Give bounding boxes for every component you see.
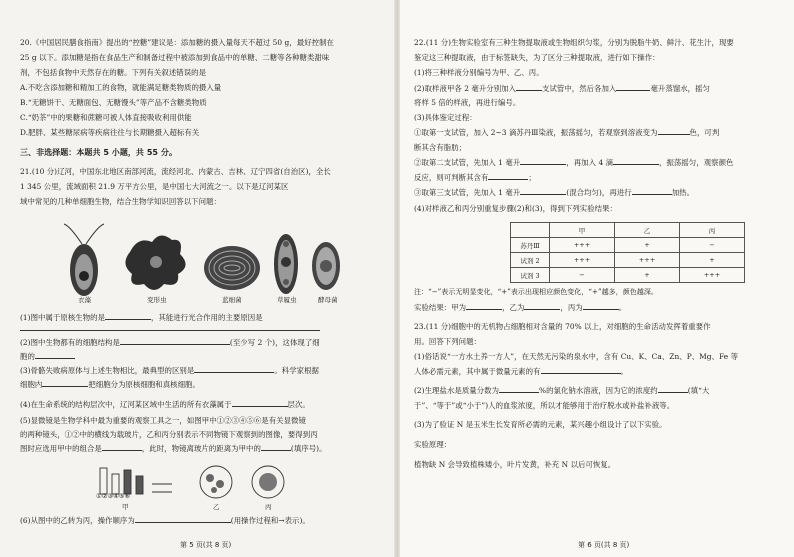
q21-p4-text: (4)在生命系统的结构层次中，辽河某区域中生活的所有衣藻属于	[20, 400, 232, 409]
paramecium-illustration	[274, 234, 298, 294]
chlamydomonas-illustration	[64, 224, 104, 296]
table-cell: 试剂 2	[511, 253, 550, 268]
q20-line-3: 剂，不包括食物中天然存在的糖。下列有关叙述错误的是	[20, 68, 207, 77]
q22-step-1	[414, 128, 719, 137]
label-paramecium: 草履虫	[277, 296, 297, 304]
answer-blank[interactable]	[102, 450, 142, 451]
fig-label-bing: 丙	[265, 503, 272, 511]
q22-step-1c: 断其含有脂肪；	[414, 143, 467, 152]
answer-blank[interactable]	[42, 386, 88, 387]
answer-blank[interactable]	[616, 90, 650, 91]
q22-p2-text-c: 毫升蒸馏水，摇匀	[650, 84, 710, 93]
q22-s2-text-e: ；	[528, 173, 536, 182]
objective-lenses	[100, 468, 172, 494]
q22-p2-text: (2)取样液甲各 2 毫升分别加入	[414, 84, 517, 93]
answer-blank[interactable]	[516, 90, 542, 91]
q22-conc-b: ，乙为	[502, 303, 525, 312]
answer-blank[interactable]	[135, 522, 231, 523]
label-amoeba: 变形虫	[147, 296, 167, 304]
q23-p1-text-c: 。	[620, 367, 628, 376]
q21-p2-text: (2)图中生物都有的细胞结构是	[20, 338, 120, 347]
q23-part-3a: (3)为了验证 N 是玉米生长发育所必需的元素，某兴趣小组设计了以下实验。	[414, 420, 667, 429]
q22-s3-text: ③取第三支试管，先加入 1 毫升	[414, 188, 521, 197]
q23-p2-text-b: %的氯化钠水溶液，因为它的浓度约	[539, 386, 658, 395]
q21-p3-text-b: 。科学家根据	[274, 366, 319, 375]
q20-option-a: A.不吃含添加糖和精加工的食物，就能满足糖类物质的摄入量	[20, 83, 222, 92]
view-bing	[252, 466, 284, 498]
q21-p6-text-b: (用操作过程和→表示)。	[230, 516, 310, 525]
view-yi	[200, 466, 232, 498]
table-cell: +++	[550, 253, 615, 268]
answer-blank[interactable]	[499, 392, 539, 393]
table-row	[511, 253, 745, 268]
q23-part-2a	[414, 386, 709, 395]
page-gutter	[394, 0, 400, 557]
q21-part-3c	[20, 380, 200, 389]
q23-part-3b: 实验原理：	[414, 440, 452, 449]
q22-s1-text: ①取第一支试管，加入 2~3 滴苏丹Ⅲ染液，振荡摇匀，若观察到溶液变为	[414, 128, 658, 137]
q23-p1-text-b: 人体必需元素，其中属于微量元素的有	[414, 367, 541, 376]
left-page-footer: 第 5 页(共 8 页)	[180, 541, 232, 549]
q22-s1-text-b: 色，可判	[689, 128, 720, 137]
table-header: 丙	[680, 223, 745, 238]
q21-part-1	[20, 313, 263, 322]
q20-option-b: B.“无糖饼干、无糖面包、无糖馒头”等产品不含糖类物质	[20, 98, 207, 107]
q22-step-2	[414, 158, 733, 167]
answer-blank[interactable]	[658, 134, 690, 135]
answer-blank[interactable]	[120, 344, 230, 345]
yeast-illustration	[312, 242, 340, 290]
q20-option-c: C.“奶茶”中的果糖和蔗糖可被人体直接吸收利用供能	[20, 113, 192, 122]
table-cell: −	[680, 238, 745, 253]
q21-p1-text-b: ，其能进行光合作用的主要原因是	[151, 313, 263, 322]
table-header	[511, 223, 550, 238]
q22-s3-text-b: (混合均匀)，再进行	[566, 188, 632, 197]
cyanobacteria-illustration	[204, 246, 260, 290]
q22-s2-text: ②取第二支试管，先加入 1 毫升	[414, 158, 521, 167]
q22-part-3: (3)具体鉴定过程：	[414, 113, 477, 122]
q21-part-5-line1: (5)显微镜是生物学科中最为重要的观察工具之一，如图甲中①②③④⑤⑥是有关显微镜	[20, 416, 306, 425]
answer-blank[interactable]	[520, 164, 566, 165]
table-cell: 苏丹Ⅲ	[511, 238, 550, 253]
table-note: 注：“−”表示无明显变化，“+”表示出现相应颜色变化，“+”越多，颜色越深。	[414, 288, 658, 296]
answer-blank[interactable]	[261, 450, 291, 451]
q21-p3-text: (3)骨骼失败病原体与上述生物相比，最典型的区别是	[20, 366, 195, 375]
q22-s3-text-c: 加热。	[671, 188, 695, 197]
q22-conc-a: 实验结果：甲为	[414, 303, 467, 312]
answer-blank[interactable]	[105, 319, 151, 320]
q22-part-4: (4)对样液乙和丙分别重复步骤(2)和(3)，得到下列实验结果：	[414, 204, 617, 213]
q21-p6-text: (6)从图中的乙转为丙，操作顺序为	[20, 516, 135, 525]
q22-conclusion	[414, 303, 626, 312]
table-header: 甲	[550, 223, 615, 238]
q20-line-1: 20.《中国居民膳食指南》提出的“控糖”建议是：添加糖的摄入量每天不超过 50 g，最好控制在	[20, 38, 334, 47]
table-cell: +	[680, 253, 745, 268]
q21-part-2c	[20, 352, 75, 361]
q21-p4-text-b: 层次。	[287, 400, 310, 409]
q23-part-1a: (1)俗话说“一方水土养一方人”，在天然无污染的泉水中，含有 Cu、K、Ca、Zn、P、Mg、Fe 等	[414, 352, 739, 361]
q22-line-1: 22.(11 分)生物实验室有三种生物提取液或生物组织匀浆，分别为脱脂牛奶、鲜汁、花生汁，现要	[414, 38, 734, 47]
table-cell: −	[550, 268, 615, 283]
q21-line-1: 21.(10 分)辽河，中国东北地区南部河流，流经河北、内蒙古、吉林、辽宁四省(自治区)，全长	[20, 167, 331, 176]
table-row	[511, 238, 745, 253]
q22-s2-text-c: ，振荡摇匀，观察颜色	[659, 158, 734, 167]
table-cell: +++	[550, 238, 615, 253]
table-cell: +++	[680, 268, 745, 283]
q22-step-3	[414, 188, 694, 197]
q22-line-2: 鉴定这三种提取液，由于标签缺失，为了区分三种提取液，进行如下操作：	[414, 53, 660, 62]
q22-p2-text-b: 支试管中，然后各加入	[542, 84, 617, 93]
q21-p1-text: (1)图中属于原核生物的是	[20, 313, 106, 322]
q22-conc-d: 。	[618, 303, 627, 312]
answer-blank[interactable]	[613, 164, 659, 165]
answer-blank[interactable]	[632, 194, 672, 195]
q21-p5-text-d: ，此时，物镜离玻片的距离为甲中的	[141, 444, 261, 453]
table-cell: 试剂 3	[511, 268, 550, 283]
answer-blank[interactable]	[488, 179, 528, 180]
q21-part-3	[20, 366, 319, 375]
q21-p5-text-e: (填序号)。	[290, 444, 327, 453]
answer-blank[interactable]	[520, 194, 566, 195]
q23-p2-text-c: (填“大	[687, 386, 710, 395]
label-yeast: 酵母菌	[318, 296, 338, 304]
q21-p3-text-d: 把细胞分为原核细胞和真核细胞。	[88, 380, 200, 389]
right-page-footer: 第 6 页(共 8 页)	[578, 541, 630, 549]
q21-p5-text-c: 图时应选用甲中的组合是	[20, 444, 102, 453]
q21-line-3: 域中常见的几种单细胞生物，结合生物学知识回答以下问题：	[20, 197, 221, 206]
q20-option-d: D.肥胖、某些糖尿病等疾病往往与长期糖摄入超标有关	[20, 128, 200, 137]
fig-label-yi: 乙	[213, 503, 220, 511]
q23-p2-text-a: (2)生理盐水是质量分数为	[414, 386, 500, 395]
table-header-row	[511, 223, 745, 238]
q22-part-2d: 将样 5 倍的样液，再进行编号。	[414, 98, 521, 107]
amoeba-illustration	[125, 235, 185, 290]
q23-part-3c: 植物缺 N 会导致植株矮小，叶片发黄，补充 N 以后可恢复。	[414, 460, 616, 469]
answer-blank[interactable]	[35, 358, 75, 359]
answer-blank[interactable]	[524, 309, 560, 310]
q21-p1-blank-line	[20, 324, 320, 333]
organism-figure	[60, 222, 360, 304]
q23-line-2: 用。回答下列问题：	[414, 337, 481, 346]
label-chlamydomonas: 衣藻	[78, 296, 92, 304]
fig-label-jia: 甲	[122, 503, 129, 511]
table-row	[511, 268, 745, 283]
q21-p2-text-c: 胞的	[20, 352, 35, 361]
q21-p3-text-c: 细胞内	[20, 380, 43, 389]
q22-part-2	[414, 84, 710, 93]
q22-s2-text-b: ，再加入 4 滴	[566, 158, 614, 167]
q23-line-1: 23.(11 分)细胞中的无机物占细胞相对含量的 70% 以上，对细胞的生命活动发挥着重要作	[414, 322, 711, 331]
q23-part-1b	[414, 367, 628, 376]
table-header: 乙	[615, 223, 680, 238]
answer-blank[interactable]	[232, 406, 288, 407]
q22-step-2d	[414, 173, 536, 182]
section-heading: 三、非选择题：本题共 5 小题，共 55 分。	[20, 148, 177, 157]
lens-labels: ①②③④⑤⑥	[96, 493, 131, 500]
label-cyanobacteria: 蓝细菌	[222, 296, 242, 304]
results-table	[510, 222, 745, 283]
answer-blank[interactable]	[583, 309, 619, 310]
q23-part-2d: 于”、“等于”或“小于”)人的血浆浓度，所以才能够用于治疗脱水或补盐补液等。	[414, 401, 675, 410]
q22-conc-c: ，丙为	[560, 303, 583, 312]
table-cell: +	[615, 238, 680, 253]
q21-part-4	[20, 400, 310, 409]
q21-part-6	[20, 516, 310, 525]
table-cell: +++	[615, 253, 680, 268]
q21-p2-text-b: (至少写 2 个)，这体现了细	[229, 338, 320, 347]
q21-part-5-line3	[20, 444, 327, 453]
q20-line-2: 25 g 以下。添加糖是指在食品生产和制备过程中被添加到食品中的单糖、二糖等各种糖类甜味	[20, 53, 330, 62]
answer-blank[interactable]	[194, 372, 274, 373]
q22-part-1: (1)将三种样液分别编号为甲、乙、丙。	[414, 68, 544, 77]
answer-blank[interactable]	[20, 330, 320, 331]
answer-blank[interactable]	[541, 373, 621, 374]
q21-part-5-line2: 的两种镜头，①②中的横线为载玻片，乙和丙分别表示不同物镜下观察到的图像，要得到丙	[20, 430, 318, 439]
answer-blank[interactable]	[466, 309, 502, 310]
q22-s2-text-d: 反应，则可判断其含有	[414, 173, 489, 182]
q21-part-2	[20, 338, 320, 347]
answer-blank[interactable]	[658, 392, 688, 393]
q21-line-2: 1 345 公里，流域面积 21.9 万平方公里，是中国七大河流之一。以下是辽河某区	[20, 182, 289, 191]
table-cell: +	[615, 268, 680, 283]
